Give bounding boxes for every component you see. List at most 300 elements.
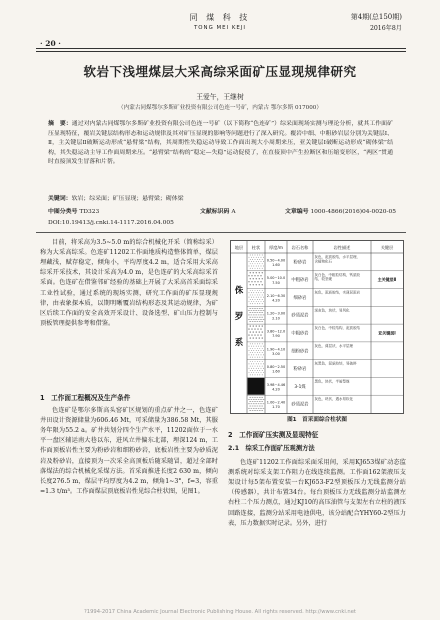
figure-lithology-mark xyxy=(257,370,258,371)
figure-lithology-mark xyxy=(249,364,250,365)
figure-description-text: 灰黑色，泥质胶结，易破碎 xyxy=(314,361,357,366)
figure-lithology-mark xyxy=(253,292,254,293)
figure-lithology-mark xyxy=(255,370,256,371)
figure-lithology-mark xyxy=(252,370,253,371)
figure-lithology-mark xyxy=(261,355,262,356)
header-rule-thick xyxy=(36,48,406,49)
figure-lithology-mark xyxy=(257,281,258,282)
figure-thickness-text: 3.80~12.0 xyxy=(266,329,286,334)
figure-rock-name: 中粗砂岩 xyxy=(291,278,309,284)
figure-lithology-mark xyxy=(254,335,255,336)
figure-lithology-mark xyxy=(262,284,263,285)
figure-lithology-mark xyxy=(253,364,254,365)
figure-lithology-mark xyxy=(262,272,263,273)
figure-thickness-text: 1.60 xyxy=(272,262,280,267)
figure-lithology-mark xyxy=(248,329,249,330)
figure-lithology-mark xyxy=(262,259,263,260)
figure-col-header: 柱状 xyxy=(251,245,261,250)
figure-lithology-mark xyxy=(257,263,258,264)
figure-lithology-mark xyxy=(250,357,251,358)
stratigraphic-column-figure xyxy=(230,240,404,414)
figure-lithology-mark xyxy=(255,361,256,362)
figure-lithology-mark xyxy=(250,332,251,333)
section1-body xyxy=(40,406,218,497)
figure-lithology-mark xyxy=(251,350,252,351)
figure-lithology-mark xyxy=(260,275,261,276)
figure-lithology-mark xyxy=(259,263,260,264)
figure-lithology-mark xyxy=(256,368,257,369)
figure-lithology-mark xyxy=(259,259,260,260)
figure-lithology-mark xyxy=(261,372,262,373)
article-authors: 王爱午，王继树 xyxy=(196,93,244,101)
figure-lithology-mark xyxy=(259,284,260,285)
figure-lithology-mark xyxy=(252,299,253,300)
figure-lithology-mark xyxy=(250,255,251,256)
figure-rock-name: 粉砂岩 xyxy=(293,367,307,373)
figure-lithology-mark xyxy=(255,375,256,376)
figure-lithology-mark xyxy=(262,299,263,300)
figure-lithology-mark xyxy=(250,326,251,327)
figure-lithology-mark xyxy=(259,272,260,273)
figure-lithology-mark xyxy=(252,344,253,345)
article-number-label: 文章编号 xyxy=(285,209,309,215)
figure-lithology-mark xyxy=(248,335,249,336)
figure-lithology-mark xyxy=(255,295,256,296)
figure-lithology-mark xyxy=(258,364,259,365)
figure-lithology-mark xyxy=(258,261,259,262)
figure-lithology-mark xyxy=(257,329,258,330)
document-code-value: A xyxy=(231,209,236,215)
figure-lithology-mark xyxy=(256,346,257,347)
figure-lithology-mark xyxy=(249,292,250,293)
figure-lithology-mark xyxy=(257,259,258,260)
abstract xyxy=(48,120,393,168)
figure-lithology-mark xyxy=(256,326,257,327)
figure-lithology-mark xyxy=(255,255,256,256)
figure-lithology-mark xyxy=(250,338,251,339)
section2-1-heading: 2.1 综采工作面矿压观测方法 xyxy=(228,445,315,452)
figure-lithology-mark xyxy=(258,257,259,258)
figure-lithology-mark xyxy=(257,375,258,376)
figure-lithology-mark xyxy=(253,355,254,356)
figure-lithology-mark xyxy=(262,268,263,269)
figure-lithology-mark xyxy=(250,295,251,296)
figure-lithology-mark xyxy=(259,352,260,353)
figure-lithology-mark xyxy=(259,332,260,333)
figure-lithology-mark xyxy=(259,375,260,376)
figure-stratum-label-char: 罗 xyxy=(234,312,244,322)
figure-lithology-mark xyxy=(258,350,259,351)
figure-col-header: 岩石名称 xyxy=(291,245,309,250)
figure-thickness-text: 1.90~4.10 xyxy=(266,347,286,352)
figure-thickness-text: 0.80~2.50 xyxy=(266,365,286,370)
keywords-label: 关键词： xyxy=(48,196,72,202)
figure-lithology-mark xyxy=(263,346,264,347)
figure-lithology-mark xyxy=(256,272,257,273)
figure-thickness-text: 1.20~3.00 xyxy=(266,311,286,316)
figure-lithology-mark xyxy=(252,375,253,376)
figure-lithology-mark xyxy=(259,348,260,349)
figure-lithology-mark xyxy=(249,368,250,369)
figure-lithology-mark xyxy=(257,352,258,353)
figure-lithology-mark xyxy=(250,263,251,264)
page-number: · 20 · xyxy=(40,39,61,48)
figure-lithology-mark xyxy=(251,292,252,293)
figure-description-text: 灰色，块状，遇水易软化 xyxy=(314,397,353,402)
figure-thickness-text: 1.60 xyxy=(272,369,280,374)
figure-stratum-label-char: 侏 xyxy=(234,286,244,296)
figure-lithology-mark xyxy=(261,266,262,267)
figure-lithology-mark xyxy=(262,352,263,353)
figure-lithology-mark xyxy=(250,361,251,362)
figure-lithology-mark xyxy=(259,278,260,279)
figure-lithology-mark xyxy=(258,266,259,267)
figure-lithology-coal xyxy=(248,378,265,395)
figure-lithology-mark xyxy=(250,370,251,371)
abstract-rule xyxy=(36,232,406,233)
figure-lithology-mark xyxy=(250,299,251,300)
figure-lithology-mark xyxy=(263,355,264,356)
article-title: 软岩下浅埋煤层大采高综采面矿压显现规律研究 xyxy=(83,64,357,79)
figure-lithology-mark xyxy=(256,292,257,293)
figure-lithology-mark xyxy=(253,261,254,262)
figure-lithology-mark xyxy=(262,357,263,358)
figure-lithology-mark xyxy=(249,257,250,258)
figure-lithology-mark xyxy=(252,357,253,358)
figure-lithology-mark xyxy=(257,335,258,336)
figure-key-layer-label: 主关键层Ⅱ xyxy=(377,277,397,283)
figure-lithology-mark xyxy=(250,303,251,304)
figure-lithology-mark xyxy=(258,372,259,373)
figure-rock-name: 砂质泥岩 xyxy=(291,402,309,408)
stratigraphic-column-diagram xyxy=(231,241,403,413)
figure-lithology-mark xyxy=(250,348,251,349)
figure-lithology-mark xyxy=(259,326,260,327)
figure-lithology-mark xyxy=(251,257,252,258)
figure-lithology-mark xyxy=(253,368,254,369)
figure-caption: 图1 首采面综合柱状图 xyxy=(287,417,347,423)
figure-lithology-mark xyxy=(257,255,258,256)
figure-lithology-mark xyxy=(250,268,251,269)
figure-lithology-mark xyxy=(249,297,250,298)
section2-paragraph: 色连矿11202工作面综采面采用间，采用KJ653煤矿动态监测系统对综采支架工作阻力在线连续监测。工作面162架液压支架设计每5架布置安装一台KJ653-F2型顶板压力无线监测分站（传感器），共计布置34台。每台顶板压力无线监测分站监测左右柱二个压力测点，通过KJ10的高压油管与支架左右立柱的液压回路连接，监测分站采用电池供电，该分站配合YHY60-2型压力表，压力数据实时记录。另外，进行 xyxy=(228,459,406,527)
figure-lithology-mark xyxy=(259,370,260,371)
journal-name-cn: 同 煤 科 技 xyxy=(189,13,251,22)
figure-lithology-mark xyxy=(249,372,250,373)
figure-lithology-mark xyxy=(262,263,263,264)
keywords-text: 软岩；综采面；矿压显现；悬臂梁；砌体梁 xyxy=(71,196,184,202)
figure-lithology-mark xyxy=(262,338,263,339)
figure-lithology-mark xyxy=(256,301,257,302)
figure-thickness-text: 3.98~4.46 xyxy=(266,382,286,387)
figure-lithology-mark xyxy=(255,348,256,349)
copyright-footer: ?1994-2017 China Academic Journal Electronic Publishing House. All rights reserved. http://www.cnki.net xyxy=(84,609,356,615)
figure-lithology-mark xyxy=(251,266,252,267)
figure-lithology-mark xyxy=(263,261,264,262)
figure-col-header: 地层 xyxy=(234,245,244,250)
figure-lithology-mark xyxy=(263,372,264,373)
figure-description-text: 灰白色，中粗粒结构，钙质胶 xyxy=(314,272,360,277)
figure-lithology-mark xyxy=(260,281,261,282)
figure-lithology-mark xyxy=(262,290,263,291)
figure-lithology-mark xyxy=(250,259,251,260)
figure-lithology-mark xyxy=(259,344,260,345)
figure-thickness-text: 7.50 xyxy=(272,280,280,285)
figure-lithology-mark xyxy=(259,299,260,300)
figure-lithology-mark xyxy=(253,272,254,273)
figure-lithology-mark xyxy=(260,329,261,330)
figure-lithology-mark xyxy=(262,295,263,296)
figure-description-text: 灰白色，中粒结构，泥质胶结 xyxy=(314,326,360,331)
figure-lithology-mark xyxy=(263,368,264,369)
figure-lithology-mark xyxy=(250,352,251,353)
figure-lithology-mark xyxy=(261,292,262,293)
figure-lithology-mark xyxy=(263,292,264,293)
figure-rock-name: 砂质泥岩 xyxy=(291,313,309,319)
header-rule-thin xyxy=(36,51,406,52)
figure-lithology-mark xyxy=(252,295,253,296)
figure-lithology-mark xyxy=(259,268,260,269)
figure-lithology-mark xyxy=(256,355,257,356)
figure-lithology-mark xyxy=(262,332,263,333)
figure-lithology-mark xyxy=(255,299,256,300)
figure-lithology-mark xyxy=(252,348,253,349)
classification-value: TD323 xyxy=(79,209,100,215)
figure-lithology-mark xyxy=(261,364,262,365)
figure-lithology-mark xyxy=(254,329,255,330)
figure-lithology-mark xyxy=(254,281,255,282)
figure-lithology-mark xyxy=(249,355,250,356)
figure-lithology-mark xyxy=(249,266,250,267)
figure-lithology-mark xyxy=(256,278,257,279)
figure-key-layer-label: 亚关键层Ⅰ xyxy=(378,330,396,336)
figure-lithology-mark xyxy=(252,263,253,264)
article-number xyxy=(285,208,396,217)
figure-lithology-mark xyxy=(251,275,252,276)
figure-lithology-mark xyxy=(252,361,253,362)
figure-lithology-mark xyxy=(262,303,263,304)
keywords xyxy=(48,195,393,204)
figure-thickness-text: 4.20 xyxy=(272,298,280,303)
figure-lithology-mark xyxy=(251,355,252,356)
figure-rock-name: 细粉砂岩 xyxy=(291,349,309,355)
figure-lithology-mark xyxy=(263,301,264,302)
figure-lithology-mark xyxy=(258,292,259,293)
figure-lithology-mark xyxy=(248,275,249,276)
figure-lithology-mark xyxy=(258,297,259,298)
figure-lithology-mark xyxy=(259,303,260,304)
figure-lithology-mark xyxy=(257,361,258,362)
figure-lithology-mark xyxy=(255,263,256,264)
figure-lithology-mark xyxy=(251,281,252,282)
figure-lithology-mark xyxy=(251,346,252,347)
figure-lithology-mark xyxy=(252,352,253,353)
figure-lithology-mark xyxy=(251,301,252,302)
issue-number: 第4期(总150期) xyxy=(350,13,402,21)
figure-lithology-mark xyxy=(249,350,250,351)
figure-lithology-mark xyxy=(261,261,262,262)
figure-rock-name: 粉砂岩 xyxy=(293,260,307,266)
figure-lithology-mark xyxy=(256,350,257,351)
figure-lithology-mark xyxy=(248,281,249,282)
figure-lithology-mark xyxy=(258,346,259,347)
figure-lithology-mark xyxy=(259,357,260,358)
figure-lithology-mark xyxy=(257,275,258,276)
figure-lithology-mark xyxy=(257,344,258,345)
figure-lithology-mark xyxy=(255,352,256,353)
figure-lithology-mark xyxy=(259,255,260,256)
figure-thickness-text: 1.00~2.40 xyxy=(266,400,286,405)
figure-lithology-mark xyxy=(251,329,252,330)
figure-lithology-mark xyxy=(262,326,263,327)
figure-lithology-mark xyxy=(250,375,251,376)
figure-lithology-mark xyxy=(251,297,252,298)
figure-lithology-mark xyxy=(253,257,254,258)
section1-heading: 1 工作面工程概况及生产条件 xyxy=(40,394,131,402)
figure-lithology-mark xyxy=(253,278,254,279)
doi: DOI:10.19413/j.cnki.14-1117.2016.04.005 xyxy=(48,220,174,226)
figure-lithology-mark xyxy=(256,284,257,285)
figure-lithology-mark xyxy=(259,361,260,362)
figure-lithology-mark xyxy=(262,366,263,367)
figure-lithology-mark xyxy=(253,350,254,351)
figure-lithology-mark xyxy=(253,266,254,267)
figure-lithology-mark xyxy=(256,257,257,258)
figure-lithology-mark xyxy=(257,295,258,296)
figure-rock-name: 中粗砂岩 xyxy=(291,331,309,337)
figure-lithology-mark xyxy=(255,290,256,291)
figure-lithology-mark xyxy=(253,372,254,373)
figure-description-text: 灰色，薄层状，水平层理 xyxy=(314,343,353,348)
figure-description-text: 灰色，泥质胶结，水平层理， xyxy=(314,255,360,259)
figure-lithology-mark xyxy=(250,284,251,285)
figure-lithology-mark xyxy=(261,368,262,369)
figure-lithology-mark xyxy=(257,299,258,300)
figure-lithology-mark xyxy=(255,303,256,304)
figure-lithology-mark xyxy=(251,261,252,262)
figure-lithology-mark xyxy=(250,290,251,291)
figure-col-header: 岩性描述 xyxy=(333,245,351,250)
figure-lithology-mark xyxy=(262,255,263,256)
figure-thickness-text: 5.00~10.0 xyxy=(266,276,286,281)
figure-stratum-label-char: 系 xyxy=(234,338,244,348)
figure-lithology-mark xyxy=(256,266,257,267)
figure-lithology-mark xyxy=(256,261,257,262)
section2-body xyxy=(228,458,406,529)
figure-lithology-mark xyxy=(252,290,253,291)
figure-lithology-mark xyxy=(259,295,260,296)
figure-thickness-text: 3.00 xyxy=(272,351,280,356)
figure-col-header: 厚度/m xyxy=(269,245,283,250)
article-number-value: 1000-4866(2016)04-0020-05 xyxy=(310,209,396,215)
figure-rock-name: 3-1煤 xyxy=(294,384,306,390)
figure-lithology-mark xyxy=(252,303,253,304)
figure-lithology-mark xyxy=(257,290,258,291)
figure-lithology-mark xyxy=(262,375,263,376)
intro-body xyxy=(40,238,218,329)
figure-description-text: 结，较坚硬 xyxy=(314,277,332,282)
figure-lithology-mark xyxy=(251,368,252,369)
figure-lithology-mark xyxy=(259,290,260,291)
figure-lithology-mark xyxy=(261,297,262,298)
abstract-text: 通过对内蒙古同煤鄂尔多斯矿业投资有限公司色连一号矿（以下简称“色连矿”）综采面现场实测与理论分析，就其工作面矿压显现特征，覆岩关键层结构形态和运动规律及其对矿压显现的影响等问题进行了深入研究。覆岩中细、中粗砂岩层分别为关键层Ⅰ、Ⅱ，主关键层Ⅱ破断运动形成“悬臂梁”结构，其周期性失稳运动导致工作面出现大小周期来压，亚关键层Ⅰ破断运动形成“砌体梁”结构，其失稳运动主导工作面周期来压。“悬臂梁”结构的“稳定—失稳”运动促使了，在直接顶中产生拉断区和压缩变形区，“两区”贯通时直接顶发生冒落和片帮。 xyxy=(48,121,394,166)
figure-lithology-mark xyxy=(262,348,263,349)
figure-lithology-mark xyxy=(260,335,261,336)
figure-lithology-mark xyxy=(255,357,256,358)
figure-thickness-text: 7.90 xyxy=(272,334,280,339)
document-code xyxy=(200,208,236,217)
figure-lithology-mark xyxy=(251,372,252,373)
figure-lithology-mark xyxy=(256,364,257,365)
figure-thickness-text: 4.20 xyxy=(272,387,280,392)
figure-lithology-mark xyxy=(259,366,260,367)
figure-thickness-text: 2.10~6.30 xyxy=(266,293,286,298)
figure-lithology-mark xyxy=(256,372,257,373)
figure-lithology-mark xyxy=(259,338,260,339)
classification-label: 中图分类号 xyxy=(48,209,78,215)
figure-lithology-mark xyxy=(262,344,263,345)
figure-rock-name: 细砂岩 xyxy=(293,295,307,301)
figure-lithology-mark xyxy=(252,366,253,367)
figure-lithology-mark xyxy=(261,257,262,258)
figure-thickness-text: 2.10 xyxy=(272,316,280,321)
figure-thickness-text: 0.50~4.00 xyxy=(266,258,286,263)
figure-lithology-mark xyxy=(253,338,254,339)
figure-col-header: 关键层 xyxy=(380,245,394,250)
figure-lithology-mark xyxy=(256,338,257,339)
figure-lithology-mark xyxy=(262,361,263,362)
journal-name-en: TONG MEI KEJI xyxy=(194,25,246,31)
figure-lithology-mark xyxy=(250,272,251,273)
figure-lithology-mark xyxy=(263,257,264,258)
figure-lithology-mark xyxy=(257,268,258,269)
intro-paragraph: 目前，将采高为3.5~5.0 m的综合机械化开采（简称综采）称为大采高综采。色连矿11202工作面地质构造整体简单，煤层埋藏浅，赋存稳定，倾角小，平均厚度4.2 m，适合采用大采高综采开采技术，其设计采高为4.0 m，是色连矿的大采高综采首采面。色连矿在借鉴邻矿经验的基础上开展了大采高首采面综采工业性试验，通过系统的现场实测，研究工作面的矿压显现规律，由表象探本质，以期明晰覆岩结构形态及其运动规律，为矿区后续工作面的安全高效开采设计、设备选型、矿山压力控制与顶板管理提供参考和借鉴。 xyxy=(40,239,218,327)
figure-description-text: 深灰色，块状，易风化 xyxy=(314,308,350,313)
figure-lithology-mark xyxy=(255,344,256,345)
article-affiliation: （内蒙古同煤鄂尔多斯矿业投资有限公司色连一号矿，内蒙古 鄂尔多斯 017000） xyxy=(118,105,322,111)
abstract-label: 摘 要： xyxy=(48,121,72,127)
figure-lithology-mark xyxy=(261,346,262,347)
figure-lithology-mark xyxy=(263,350,264,351)
figure-lithology-mark xyxy=(250,366,251,367)
figure-lithology-mark xyxy=(258,301,259,302)
figure-lithology-mark xyxy=(258,355,259,356)
figure-lithology-mark xyxy=(252,255,253,256)
figure-lithology-mark xyxy=(249,261,250,262)
figure-lithology-mark xyxy=(252,259,253,260)
figure-lithology-mark xyxy=(254,275,255,276)
document-code-label: 文献标识码 xyxy=(200,209,230,215)
figure-lithology-mark xyxy=(250,278,251,279)
figure-lithology-mark xyxy=(251,335,252,336)
issue-date: 2016年8月 xyxy=(369,25,402,32)
figure-lithology-mark xyxy=(255,259,256,260)
figure-lithology-mark xyxy=(253,346,254,347)
figure-lithology-mark xyxy=(263,364,264,365)
figure-lithology-mark xyxy=(253,301,254,302)
figure-description-text: 黑色，块状，半暗型煤 xyxy=(314,379,350,384)
figure-description-text: 含植物化石 xyxy=(314,259,332,264)
figure-thickness-text: 1.70 xyxy=(272,405,280,410)
figure-lithology-mark xyxy=(261,350,262,351)
classification xyxy=(48,208,99,217)
figure-lithology-mark xyxy=(257,303,258,304)
figure-lithology-mark xyxy=(253,332,254,333)
figure-lithology-mark xyxy=(261,301,262,302)
figure-lithology-mark xyxy=(252,268,253,269)
figure-lithology-mark xyxy=(255,268,256,269)
figure-description-text: 灰色，泥质胶结，夹薄层泥岩 xyxy=(314,290,360,295)
